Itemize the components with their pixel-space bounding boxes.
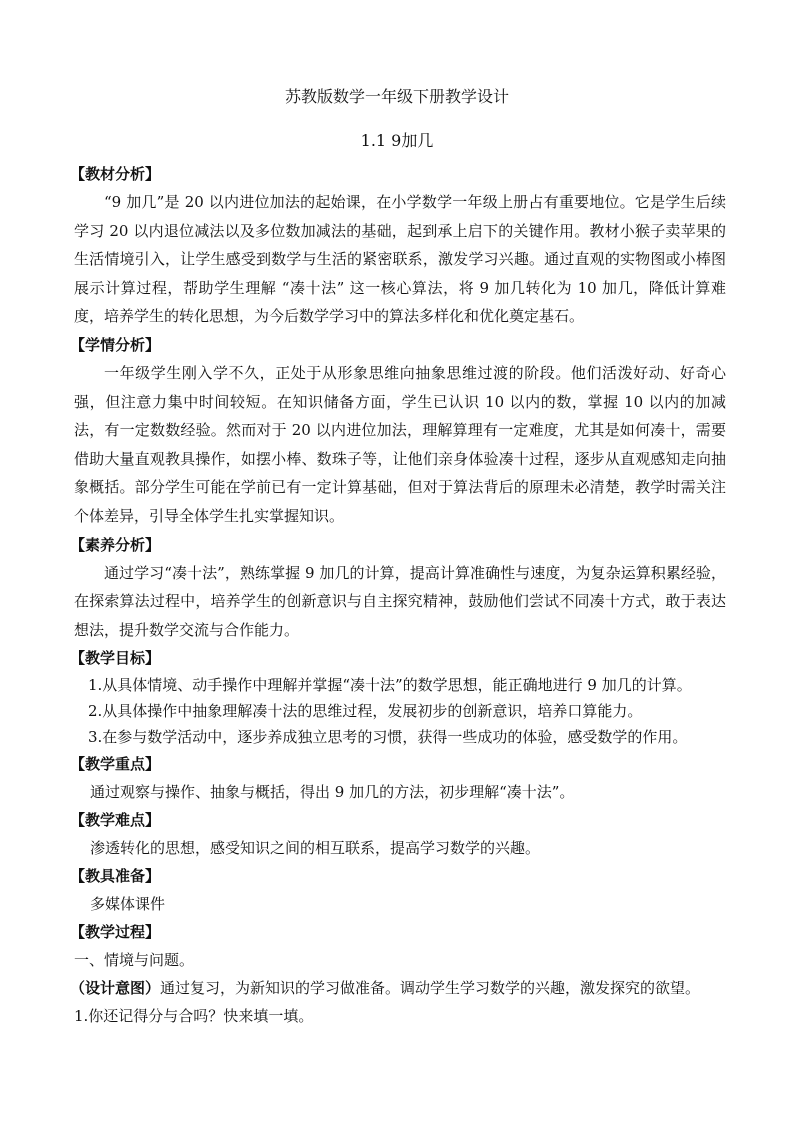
paragraph-difficulties: 渗透转化的思想，感受知识之间的相互联系，提高学习数学的兴趣。 — [90, 839, 541, 858]
paragraph-materials: 多媒体课件 — [90, 895, 166, 914]
goal-item-2: 2.从具体操作中抽象理解凑十法的思维过程，发展初步的创新意识，培养口算能力。 — [88, 702, 643, 721]
design-intent-text: 通过复习，为新知识的学习做准备。调动学生学习数学的兴趣，激发探究的欲望。 — [160, 979, 701, 998]
paragraph-analysis: “9 加几”是 20 以内进位加法的起始课，在小学数学一年级上册占有重要地位。它是学生后续学习 20 以内退位减法以及多位数加减法的基础，起到承上启下的关键作用。教材小猴子卖苹果的生活情境引入，让学生感受到数学与生活的紧密联系，激发学习兴趣。通过直观的实物图或小棒图展示计算过程，帮助学生理解 “凑十法” 这一核心算法，将 9 加几转化为 10 加几，降低计算难度，培养学生的转化思想，为今后数学学习中的算法多样化和优化奠定基石。 — [74, 193, 726, 326]
lesson-title: 1.1 9加几 — [360, 131, 434, 150]
heading-students: 【学情分析】 — [70, 335, 161, 354]
heading-analysis: 【教材分析】 — [70, 165, 161, 183]
paragraph-students: 一年级学生刚入学不久，正处于从形象思维向抽象思维过渡的阶段。他们活泼好动、好奇心强，但注意力集中时间较短。在知识储备方面，学生已认识 10 以内的数，掌握 10 以内的加减法，有一定数数经验。然而对于 20 以内进位加法，理解算理有一定难度，尤其是如何凑十，需要借助大量直观教具操作，如摆小棒、数珠子等，让他们亲身体验凑十过程，逐步从直观感知走向抽象概括。部分学生可能在学前已有一定计算基础，但对于算法背后的原理未必清楚，教学时需关注个体差异，引导全体学生扎实掌握知识。 — [74, 363, 726, 525]
design-intent — [70, 974, 726, 1002]
document-body — [70, 160, 726, 1030]
heading-goals: 【教学目标】 — [70, 649, 161, 668]
process-question-1: 1.你还记得分与合吗？快来填一填。 — [74, 1007, 314, 1026]
heading-literacy: 【素养分析】 — [70, 535, 161, 554]
process-step-1: 一、情境与问题。 — [74, 951, 195, 970]
heading-key-points: 【教学重点】 — [70, 755, 161, 774]
paragraph-key-points: 通过观察与操作、抽象与概括，得出 9 加几的方法，初步理解“凑十法”。 — [90, 783, 575, 802]
paragraph-literacy: 通过学习“凑十法”，熟练掌握 9 加几的计算，提高计算准确性与速度，为复杂运算积累经验，在探索算法过程中，培养学生的创新意识与自主探究精神，鼓励他们尝试不同凑十方式，敢于表达想法，提升数学交流与合作能力。 — [74, 563, 726, 639]
heading-difficulties: 【教学难点】 — [70, 811, 161, 830]
design-intent-label: （设计意图） — [70, 979, 161, 998]
document-title: 苏教版数学一年级下册教学设计 — [284, 87, 509, 106]
goal-item-1: 1.从具体情境、动手操作中理解并掌握“凑十法”的数学思想，能正确地进行 9 加几的计算。 — [88, 676, 692, 695]
heading-process: 【教学过程】 — [70, 923, 161, 942]
heading-materials: 【教具准备】 — [70, 867, 161, 886]
goal-item-3: 3.在参与数学活动中，逐步养成独立思考的习惯，获得一些成功的体验，感受数学的作用。 — [88, 728, 688, 747]
